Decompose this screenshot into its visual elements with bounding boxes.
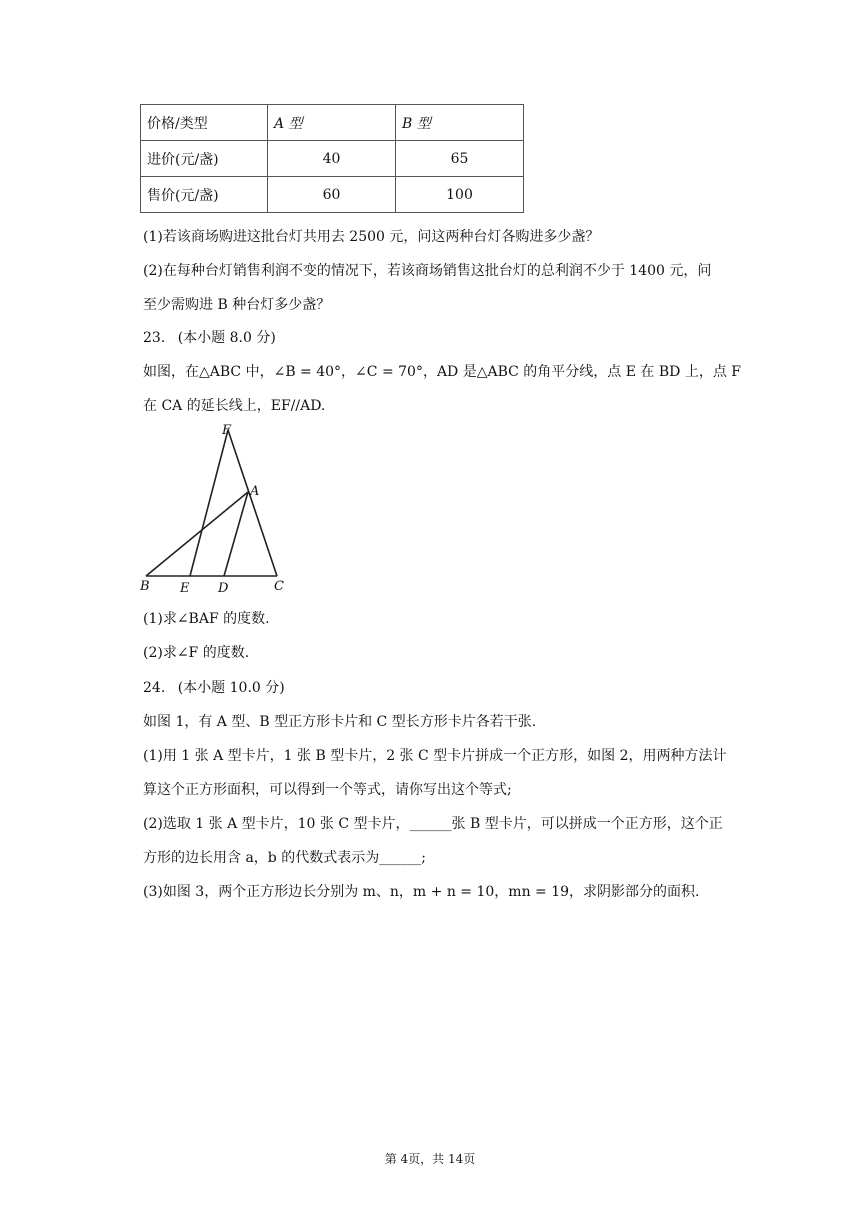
label-f: F [222, 423, 232, 438]
q24-part3: (3)如图 3，两个正方形边长分别为 m、n，m + n = 10，mn = 19，求阴影部分的面积. [143, 884, 700, 900]
segment-ba [146, 492, 248, 576]
table-cell: 40 [268, 141, 396, 177]
table-cell: 售价(元/盏) [141, 177, 268, 213]
table-header-row [141, 105, 524, 141]
page-footer: 第 4页，共 14页 [384, 1152, 476, 1166]
q23-part1: (1)求∠BAF 的度数. [143, 611, 270, 627]
segment-ad [224, 492, 248, 576]
question-points: (本小题 10.0 分) [177, 680, 285, 696]
table-header-cell: 价格/类型 [141, 105, 268, 141]
q24-part1-line1: (1)用 1 张 A 型卡片，1 张 B 型卡片，2 张 C 型卡片拼成一个正方形，如图 2，用两种方法计 [143, 748, 727, 764]
q23-part2: (2)求∠F 的度数. [143, 645, 250, 661]
question-points: (本小题 8.0 分) [177, 330, 276, 346]
q24-part2-line1: (2)选取 1 张 A 型卡片，10 张 C 型卡片，______张 B 型卡片，可以拼成一个正方形，这个正 [143, 816, 723, 832]
label-e: E [180, 581, 190, 595]
q24-stem: 如图 1，有 A 型、B 型正方形卡片和 C 型长方形卡片各若干张. [143, 714, 537, 730]
price-table [140, 104, 524, 213]
q24-part2-line2: 方形的边长用含 a，b 的代数式表示为______; [143, 850, 426, 866]
segment-fe [190, 430, 228, 576]
table-header-cell: B 型 [396, 105, 524, 141]
question-number: 23. [143, 330, 166, 346]
q23-stem-line2: 在 CA 的延长线上，EF//AD. [143, 398, 326, 414]
label-a: A [250, 484, 260, 499]
q24-heading [143, 677, 285, 697]
table-cell: 65 [396, 141, 524, 177]
q24-part1-line2: 算这个正方形面积，可以得到一个等式，请你写出这个等式; [143, 782, 512, 798]
table-cell: 进价(元/盏) [141, 141, 268, 177]
label-b: B [140, 579, 150, 594]
table-header-cell: A 型 [268, 105, 396, 141]
table-cell: 100 [396, 177, 524, 213]
label-c: C [274, 579, 284, 594]
q22-part2-line1: (2)在每种台灯销售利润不变的情况下，若该商场销售这批台灯的总利润不少于 1400 元，问 [143, 263, 712, 279]
question-number: 24. [143, 680, 166, 696]
triangle-figure [138, 420, 288, 595]
q22-part2-line2: 至少需购进 B 种台灯多少盏？ [143, 297, 331, 313]
q23-stem-line1: 如图，在△ABC 中，∠B = 40°，∠C = 70°，AD 是△ABC 的角平分线，点 E 在 BD 上，点 F [143, 364, 742, 380]
table-cell: 60 [268, 177, 396, 213]
table-row [141, 141, 524, 177]
q22-part1: (1)若该商场购进这批台灯共用去 2500 元，问这两种台灯各购进多少盏？ [143, 229, 600, 245]
table-row [141, 177, 524, 213]
label-d: D [218, 581, 229, 595]
q23-heading [143, 327, 276, 347]
